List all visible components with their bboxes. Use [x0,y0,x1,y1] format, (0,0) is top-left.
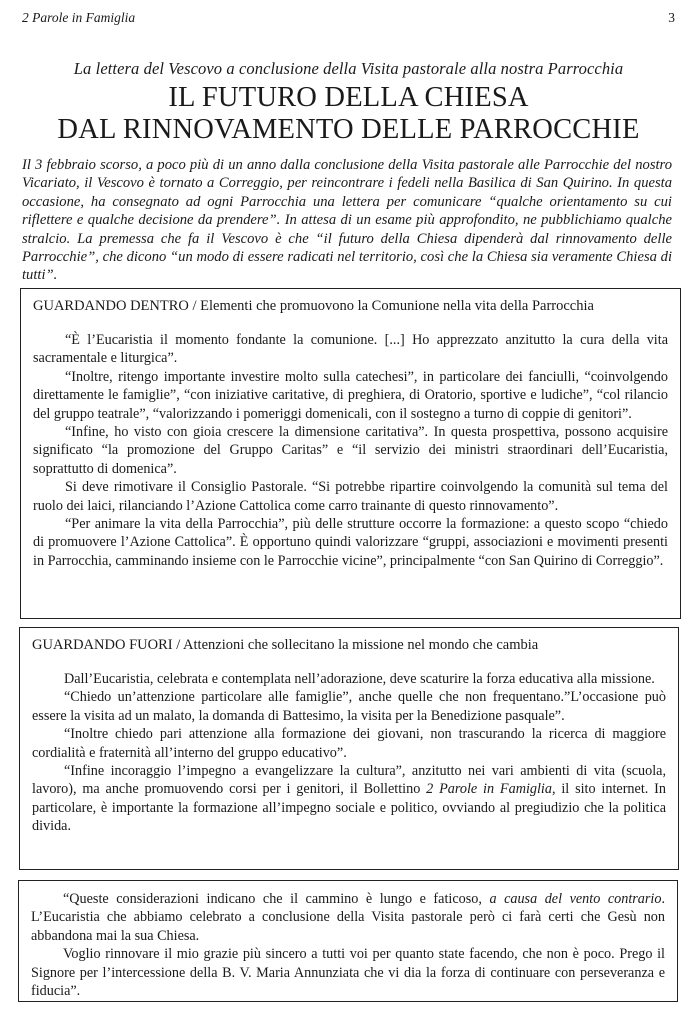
section-heading: GUARDANDO DENTRO / Elementi che promuovono la Comunione nella vita della Parrocchia [33,298,594,314]
page-number: 3 [668,10,675,25]
paragraph: Dall’Eucaristia, celebrata e contemplata nell’adorazione, deve scaturire la forza educativa alla missione. [64,671,655,687]
article-intro: Il 3 febbraio scorso, a poco più di un anno dalla conclusione della Visita pastorale alle Parrocchie del nostro Vicariato, il Vescovo è tornato a Correggio, per reincontrare i fedeli nella Basilica di San Quirino. In questa occasione, ha consegnato ad ogni Parrocchia una lettera per comunicare “qualche orientamento su cui riflettere e qualche decisione da prendere”. In attesa di un esame più approfondito, ne pubblichiamo qualche stralcio. La premessa che fa il Vescovo è che “il futuro della Chiesa dipenderà dal rinnovamento delle Parrocchie”, che dicono “un modo di essere radicati nel territorio, così che la Chiesa sia veramente Chiesa di tutti”. [22,157,672,284]
paragraph: “Chiedo un’attenzione particolare alle famiglie”, anche quelle che non frequentano.”L’occasione può essere la visita ad un malato, la domanda di Battesimo, la visita per la Benedizione pasquale”. [32,689,666,724]
section-body [31,890,665,1000]
section-guardando-dentro [20,288,681,619]
publication-name: 2 Parole in Famiglia [22,10,136,25]
text-run: . L’Eucaristia che abbiamo celebrato a conclusione della Visita pastorale però ci farà certi che Gesù non abbandona mai la sua Chiesa. [31,891,665,944]
italic-phrase: a causa del vento contrario [489,891,662,907]
paragraph: Voglio rinnovare il mio grazie più sincero a tutti voi per quanto state facendo, che non è poco. Prego il Signore per l’intercessione della B. V. Maria Annunziata che vi dia la forza di continuare con perseveranza e fiducia”. [31,946,665,1000]
text-run: “Infine incoraggio l’impegno a evangelizzare la cultura”, anzitutto nei vari ambienti di vita (scuola, lavoro), ma anche promuovendo corsi per i genitori, il Bollettino [32,763,666,798]
text-run: , il sito internet. In particolare, è importante la formazione all’impegno sociale e politico, ovviando al pregiudizio che la politica divida. [32,781,666,835]
section-closing [18,880,678,1002]
paragraph: “È l’Eucaristia il momento fondante la comunione. [...] Ho apprezzato anzitutto la cura della vita sacramentale e liturgica”. [33,332,668,367]
title-line-2: DAL RINNOVAMENTO DELLE PARROCCHIE [57,114,640,145]
paragraph: “Per animare la vita della Parrocchia”, più delle strutture occorre la formazione: a questo scopo “chiedo di promuovere l’Azione Cattolica”. È opportuno quindi valorizzare “gruppi, associazioni e movimenti presenti in Parrocchia, camminando insieme con le Parrocchie vicine”, principalmente “con San Quirino di Correggio”. [33,516,668,569]
running-header [22,10,675,28]
paragraph [31,890,665,945]
section-heading: GUARDANDO FUORI / Attenzioni che sollecitano la missione nel mondo che cambia [32,637,539,653]
paragraph [32,762,666,836]
paragraph: “Infine, ho visto con gioia crescere la dimensione caritativa”. In questa prospettiva, possono acquisire significato “la promozione del Gruppo Caritas” e “il servizio dei ministri straordinari dell’Eucaristia, soprattutto di domenica”. [33,424,668,477]
bulletin-title: 2 Parole in Famiglia [426,781,552,798]
text-run: “Queste considerazioni indicano che il cammino è lungo e faticoso, [63,891,490,907]
article-title [0,82,697,146]
paragraph: Si deve rimotivare il Consiglio Pastorale. “Si potrebbe ripartire coinvolgendo la comunità sul tema del ruolo dei laici, rilanciando l’Azione Cattolica come carro trainante di questo rinnovamento”. [33,479,668,514]
section-body [33,331,668,570]
section-body [32,670,666,836]
section-guardando-fuori [19,627,679,870]
article-kicker: La lettera del Vescovo a conclusione della Visita pastorale alla nostra Parrocchia [73,59,624,78]
title-line-1: IL FUTURO DELLA CHIESA [168,82,529,113]
paragraph: “Inoltre chiedo pari attenzione alla formazione dei giovani, non trascurando la ricerca di maggiore cordialità e fraternità all’interno del gruppo educativo”. [32,726,666,761]
paragraph: “Inoltre, ritengo importante investire molto sulla catechesi”, in particolare dei fanciulli, “coinvolgendo direttamente le famiglie”, “con iniziative caritative, di preghiera, di Oratorio, sportive e ludiche”, “col rilancio del gruppo teatrale”, “valorizzando i pomeriggi domenicali, con il sostegno a turno di coppie di genitori”. [33,368,668,422]
